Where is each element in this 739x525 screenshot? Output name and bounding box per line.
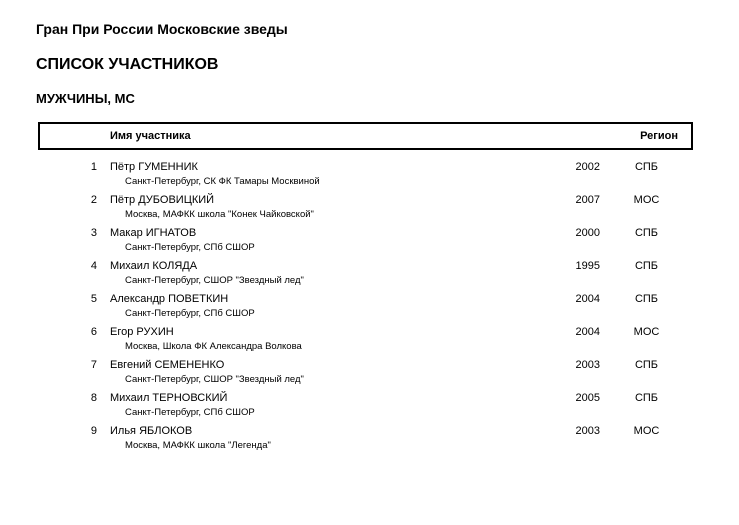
participant-cell bbox=[97, 391, 540, 419]
column-header-name: Имя участника bbox=[110, 130, 191, 142]
participant-name: Михаил КОЛЯДА bbox=[110, 260, 198, 272]
participant-cell bbox=[97, 292, 540, 320]
region-code: СПБ bbox=[634, 293, 659, 305]
row-number: 9 bbox=[90, 425, 97, 437]
participant-club: Санкт-Петербург, СК ФК Тамары Москвиной bbox=[125, 176, 320, 187]
region-code: МОС bbox=[633, 425, 660, 437]
participant-club: Санкт-Петербург, СШОР "Звездный лед" bbox=[125, 275, 304, 286]
participant-club: Санкт-Петербург, СПб СШОР bbox=[125, 242, 255, 253]
region-code: МОС bbox=[633, 194, 660, 206]
table-row bbox=[38, 358, 693, 386]
participant-name: Пётр ДУБОВИЦКИЙ bbox=[110, 194, 215, 206]
participant-name: Михаил ТЕРНОВСКИЙ bbox=[110, 392, 228, 404]
table-header bbox=[38, 122, 693, 150]
table-row bbox=[38, 424, 693, 452]
participants-rows bbox=[38, 160, 693, 457]
region-code: СПБ bbox=[634, 227, 659, 239]
participant-cell bbox=[97, 160, 540, 188]
birth-year: 2003 bbox=[575, 425, 600, 437]
participant-name: Илья ЯБЛОКОВ bbox=[110, 425, 193, 437]
participant-name: Егор РУХИН bbox=[110, 326, 174, 338]
table-row bbox=[38, 259, 693, 287]
event-title: Гран При России Московские зведы bbox=[36, 21, 288, 37]
page-title: СПИСОК УЧАСТНИКОВ bbox=[36, 56, 219, 73]
birth-year: 2000 bbox=[575, 227, 600, 239]
table-row bbox=[38, 226, 693, 254]
table-row bbox=[38, 193, 693, 221]
region-code: СПБ bbox=[634, 161, 659, 173]
birth-year: 2004 bbox=[575, 293, 600, 305]
participant-cell bbox=[97, 424, 540, 452]
region-code: СПБ bbox=[634, 260, 659, 272]
participant-cell bbox=[97, 358, 540, 386]
participant-club: Санкт-Петербург, СШОР "Звездный лед" bbox=[125, 374, 304, 385]
participant-name: Пётр ГУМЕННИК bbox=[110, 161, 198, 173]
row-number: 4 bbox=[90, 260, 97, 272]
table-row bbox=[38, 160, 693, 188]
table-row bbox=[38, 292, 693, 320]
row-number: 8 bbox=[90, 392, 97, 404]
birth-year: 1995 bbox=[575, 260, 600, 272]
region-code: СПБ bbox=[634, 359, 659, 371]
participant-cell bbox=[97, 193, 540, 221]
table-row bbox=[38, 325, 693, 353]
participant-club: Москва, МАФКК школа "Легенда" bbox=[125, 440, 271, 451]
birth-year: 2004 bbox=[575, 326, 600, 338]
birth-year: 2007 bbox=[575, 194, 600, 206]
row-number: 3 bbox=[90, 227, 97, 239]
birth-year: 2003 bbox=[575, 359, 600, 371]
participant-cell bbox=[97, 226, 540, 254]
column-header-region: Регион bbox=[640, 130, 678, 142]
participant-club: Москва, МАФКК школа "Конек Чайковской" bbox=[125, 209, 314, 220]
participant-club: Москва, Школа ФК Александра Волкова bbox=[125, 341, 302, 352]
category-title: МУЖЧИНЫ, МС bbox=[36, 91, 135, 106]
participant-name: Александр ПОВЕТКИН bbox=[110, 293, 229, 305]
participant-club: Санкт-Петербург, СПб СШОР bbox=[125, 308, 255, 319]
birth-year: 2005 bbox=[575, 392, 600, 404]
region-code: МОС bbox=[633, 326, 660, 338]
row-number: 2 bbox=[90, 194, 97, 206]
row-number: 7 bbox=[90, 359, 97, 371]
participant-name: Евгений СЕМЕНЕНКО bbox=[110, 359, 225, 371]
row-number: 1 bbox=[90, 161, 97, 173]
participant-name: Макар ИГНАТОВ bbox=[110, 227, 197, 239]
table-row bbox=[38, 391, 693, 419]
row-number: 5 bbox=[90, 293, 97, 305]
region-code: СПБ bbox=[634, 392, 659, 404]
participant-club: Санкт-Петербург, СПб СШОР bbox=[125, 407, 255, 418]
participant-cell bbox=[97, 325, 540, 353]
row-number: 6 bbox=[90, 326, 97, 338]
birth-year: 2002 bbox=[575, 161, 600, 173]
participant-cell bbox=[97, 259, 540, 287]
